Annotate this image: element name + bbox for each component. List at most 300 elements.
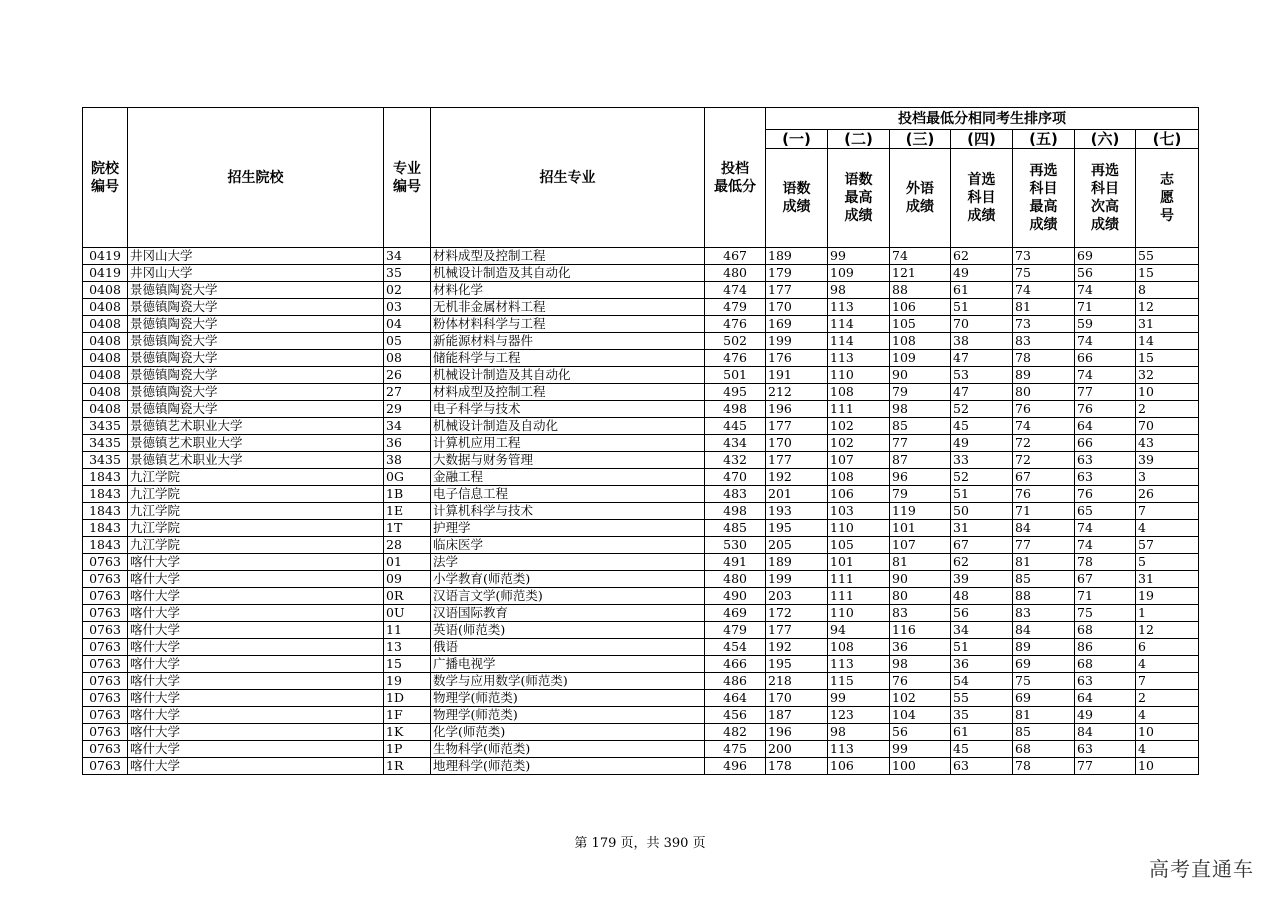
cell-tiebreak-2: 106 <box>828 486 890 503</box>
cell-tiebreak-7: 7 <box>1136 503 1199 520</box>
cell-min-score: 454 <box>705 639 766 656</box>
cell-school: 景德镇陶瓷大学 <box>128 401 384 418</box>
cell-tiebreak-4: 52 <box>951 469 1013 486</box>
table-body <box>83 248 1199 775</box>
cell-major: 物理学(师范类) <box>431 707 705 724</box>
cell-school-code: 0763 <box>83 758 128 775</box>
cell-major-code: 19 <box>384 673 431 690</box>
cell-tiebreak-3: 87 <box>890 452 951 469</box>
cell-tiebreak-6: 63 <box>1075 741 1136 758</box>
cell-school: 九江学院 <box>128 503 384 520</box>
table-row <box>83 401 1199 418</box>
cell-tiebreak-1: 189 <box>766 554 828 571</box>
cell-tiebreak-1: 195 <box>766 656 828 673</box>
header-tiebreak-num: (五) <box>1013 130 1075 149</box>
cell-tiebreak-4: 55 <box>951 690 1013 707</box>
cell-major-code: 36 <box>384 435 431 452</box>
cell-tiebreak-2: 110 <box>828 520 890 537</box>
cell-major: 储能科学与工程 <box>431 350 705 367</box>
cell-tiebreak-5: 74 <box>1013 418 1075 435</box>
cell-tiebreak-4: 51 <box>951 639 1013 656</box>
header-tiebreak-item: 外语 成绩 <box>890 149 951 248</box>
cell-tiebreak-7: 10 <box>1136 724 1199 741</box>
cell-tiebreak-4: 38 <box>951 333 1013 350</box>
header-major-code: 专业 编号 <box>384 108 431 248</box>
cell-tiebreak-3: 79 <box>890 486 951 503</box>
cell-tiebreak-5: 74 <box>1013 282 1075 299</box>
cell-major: 新能源材料与器件 <box>431 333 705 350</box>
cell-tiebreak-6: 74 <box>1075 520 1136 537</box>
cell-tiebreak-1: 212 <box>766 384 828 401</box>
cell-min-score: 456 <box>705 707 766 724</box>
cell-tiebreak-6: 78 <box>1075 554 1136 571</box>
table-row <box>83 724 1199 741</box>
cell-tiebreak-2: 111 <box>828 401 890 418</box>
cell-tiebreak-4: 61 <box>951 724 1013 741</box>
cell-school-code: 0408 <box>83 282 128 299</box>
cell-tiebreak-3: 100 <box>890 758 951 775</box>
header-tiebreak-num: (三) <box>890 130 951 149</box>
cell-tiebreak-7: 31 <box>1136 316 1199 333</box>
page-footer: 第 179 页，共 390 页 <box>574 836 706 851</box>
cell-tiebreak-7: 43 <box>1136 435 1199 452</box>
cell-school: 景德镇陶瓷大学 <box>128 299 384 316</box>
cell-min-score: 432 <box>705 452 766 469</box>
cell-tiebreak-6: 63 <box>1075 469 1136 486</box>
cell-tiebreak-4: 54 <box>951 673 1013 690</box>
cell-major: 电子科学与技术 <box>431 401 705 418</box>
cell-tiebreak-7: 12 <box>1136 299 1199 316</box>
cell-tiebreak-7: 4 <box>1136 741 1199 758</box>
cell-tiebreak-2: 99 <box>828 248 890 265</box>
cell-min-score: 434 <box>705 435 766 452</box>
cell-school-code: 3435 <box>83 452 128 469</box>
cell-major: 数学与应用数学(师范类) <box>431 673 705 690</box>
header-min-score: 投档 最低分 <box>705 108 766 248</box>
cell-tiebreak-4: 36 <box>951 656 1013 673</box>
cell-major: 临床医学 <box>431 537 705 554</box>
cell-school: 喀什大学 <box>128 656 384 673</box>
cell-tiebreak-5: 85 <box>1013 724 1075 741</box>
cell-tiebreak-6: 59 <box>1075 316 1136 333</box>
cell-school: 喀什大学 <box>128 554 384 571</box>
table-row <box>83 469 1199 486</box>
cell-major-code: 34 <box>384 418 431 435</box>
header-school-code: 院校 编号 <box>83 108 128 248</box>
cell-tiebreak-5: 67 <box>1013 469 1075 486</box>
cell-tiebreak-6: 77 <box>1075 758 1136 775</box>
cell-major-code: 1R <box>384 758 431 775</box>
header-tiebreak-item: 再选 科目 次高 成绩 <box>1075 149 1136 248</box>
cell-school: 九江学院 <box>128 537 384 554</box>
table-row <box>83 520 1199 537</box>
cell-major-code: 1F <box>384 707 431 724</box>
cell-min-score: 464 <box>705 690 766 707</box>
cell-school-code: 1843 <box>83 520 128 537</box>
table-row <box>83 554 1199 571</box>
cell-school-code: 3435 <box>83 435 128 452</box>
cell-major-code: 15 <box>384 656 431 673</box>
header-tiebreak-group: 投档最低分相同考生排序项 <box>766 108 1199 130</box>
table-row <box>83 639 1199 656</box>
cell-school-code: 0763 <box>83 605 128 622</box>
cell-tiebreak-2: 111 <box>828 588 890 605</box>
cell-school-code: 1843 <box>83 503 128 520</box>
cell-tiebreak-6: 67 <box>1075 571 1136 588</box>
cell-major: 计算机应用工程 <box>431 435 705 452</box>
table-row <box>83 622 1199 639</box>
table-row <box>83 418 1199 435</box>
cell-school-code: 0419 <box>83 265 128 282</box>
cell-tiebreak-7: 8 <box>1136 282 1199 299</box>
header-tiebreak-num: (七) <box>1136 130 1199 149</box>
table-row <box>83 690 1199 707</box>
cell-min-score: 476 <box>705 316 766 333</box>
cell-major-code: 1K <box>384 724 431 741</box>
cell-tiebreak-6: 71 <box>1075 299 1136 316</box>
table-row <box>83 350 1199 367</box>
cell-tiebreak-5: 69 <box>1013 656 1075 673</box>
cell-major-code: 28 <box>384 537 431 554</box>
header-tiebreak-num: (四) <box>951 130 1013 149</box>
cell-tiebreak-5: 81 <box>1013 554 1075 571</box>
cell-tiebreak-4: 56 <box>951 605 1013 622</box>
table-row <box>83 282 1199 299</box>
cell-tiebreak-4: 39 <box>951 571 1013 588</box>
table-row <box>83 265 1199 282</box>
cell-tiebreak-2: 114 <box>828 333 890 350</box>
header-school: 招生院校 <box>128 108 384 248</box>
cell-tiebreak-3: 79 <box>890 384 951 401</box>
cell-tiebreak-7: 15 <box>1136 265 1199 282</box>
cell-tiebreak-2: 105 <box>828 537 890 554</box>
cell-tiebreak-5: 88 <box>1013 588 1075 605</box>
header-tiebreak-item: 首选 科目 成绩 <box>951 149 1013 248</box>
cell-school-code: 0763 <box>83 639 128 656</box>
cell-tiebreak-7: 12 <box>1136 622 1199 639</box>
cell-school: 喀什大学 <box>128 741 384 758</box>
cell-tiebreak-1: 196 <box>766 401 828 418</box>
cell-school: 喀什大学 <box>128 622 384 639</box>
cell-tiebreak-2: 103 <box>828 503 890 520</box>
cell-major: 机械设计制造及自动化 <box>431 418 705 435</box>
cell-school-code: 0763 <box>83 690 128 707</box>
cell-major: 大数据与财务管理 <box>431 452 705 469</box>
cell-tiebreak-5: 83 <box>1013 605 1075 622</box>
table-row <box>83 588 1199 605</box>
cell-tiebreak-7: 31 <box>1136 571 1199 588</box>
cell-tiebreak-1: 177 <box>766 452 828 469</box>
cell-min-score: 470 <box>705 469 766 486</box>
cell-tiebreak-6: 77 <box>1075 384 1136 401</box>
cell-major-code: 1E <box>384 503 431 520</box>
cell-tiebreak-3: 109 <box>890 350 951 367</box>
cell-school: 喀什大学 <box>128 588 384 605</box>
cell-tiebreak-2: 110 <box>828 605 890 622</box>
cell-tiebreak-2: 94 <box>828 622 890 639</box>
cell-tiebreak-1: 199 <box>766 571 828 588</box>
cell-tiebreak-3: 74 <box>890 248 951 265</box>
cell-school: 喀什大学 <box>128 639 384 656</box>
cell-tiebreak-7: 4 <box>1136 520 1199 537</box>
cell-tiebreak-1: 177 <box>766 418 828 435</box>
cell-tiebreak-4: 47 <box>951 384 1013 401</box>
cell-tiebreak-4: 33 <box>951 452 1013 469</box>
cell-school-code: 0763 <box>83 707 128 724</box>
cell-school-code: 0763 <box>83 554 128 571</box>
cell-tiebreak-6: 76 <box>1075 486 1136 503</box>
cell-major: 护理学 <box>431 520 705 537</box>
cell-tiebreak-2: 107 <box>828 452 890 469</box>
cell-min-score: 480 <box>705 265 766 282</box>
cell-tiebreak-5: 71 <box>1013 503 1075 520</box>
cell-major: 地理科学(师范类) <box>431 758 705 775</box>
cell-tiebreak-3: 105 <box>890 316 951 333</box>
cell-tiebreak-7: 5 <box>1136 554 1199 571</box>
cell-tiebreak-2: 102 <box>828 435 890 452</box>
cell-tiebreak-3: 119 <box>890 503 951 520</box>
cell-tiebreak-2: 98 <box>828 282 890 299</box>
cell-tiebreak-6: 74 <box>1075 282 1136 299</box>
cell-tiebreak-6: 68 <box>1075 622 1136 639</box>
cell-tiebreak-6: 56 <box>1075 265 1136 282</box>
cell-tiebreak-3: 116 <box>890 622 951 639</box>
cell-tiebreak-4: 50 <box>951 503 1013 520</box>
cell-tiebreak-1: 170 <box>766 299 828 316</box>
cell-tiebreak-3: 85 <box>890 418 951 435</box>
cell-tiebreak-6: 63 <box>1075 673 1136 690</box>
cell-school: 九江学院 <box>128 486 384 503</box>
cell-min-score: 467 <box>705 248 766 265</box>
cell-major-code: 27 <box>384 384 431 401</box>
cell-tiebreak-2: 115 <box>828 673 890 690</box>
cell-tiebreak-5: 76 <box>1013 486 1075 503</box>
cell-tiebreak-6: 63 <box>1075 452 1136 469</box>
table-row <box>83 758 1199 775</box>
cell-tiebreak-3: 104 <box>890 707 951 724</box>
cell-tiebreak-7: 4 <box>1136 707 1199 724</box>
cell-tiebreak-7: 1 <box>1136 605 1199 622</box>
cell-school-code: 0408 <box>83 384 128 401</box>
cell-major-code: 0G <box>384 469 431 486</box>
cell-tiebreak-1: 172 <box>766 605 828 622</box>
cell-min-score: 480 <box>705 571 766 588</box>
cell-tiebreak-7: 2 <box>1136 690 1199 707</box>
table-row <box>83 486 1199 503</box>
admission-score-table <box>82 107 1199 775</box>
cell-tiebreak-5: 89 <box>1013 367 1075 384</box>
cell-tiebreak-6: 68 <box>1075 656 1136 673</box>
cell-school-code: 1843 <box>83 537 128 554</box>
cell-tiebreak-4: 63 <box>951 758 1013 775</box>
cell-major-code: 0U <box>384 605 431 622</box>
cell-tiebreak-3: 98 <box>890 656 951 673</box>
cell-school-code: 0408 <box>83 350 128 367</box>
table-row <box>83 503 1199 520</box>
cell-tiebreak-1: 189 <box>766 248 828 265</box>
cell-tiebreak-3: 77 <box>890 435 951 452</box>
cell-min-score: 475 <box>705 741 766 758</box>
cell-tiebreak-1: 199 <box>766 333 828 350</box>
cell-tiebreak-6: 75 <box>1075 605 1136 622</box>
cell-school: 九江学院 <box>128 520 384 537</box>
cell-school-code: 0763 <box>83 656 128 673</box>
cell-tiebreak-2: 102 <box>828 418 890 435</box>
cell-tiebreak-5: 80 <box>1013 384 1075 401</box>
cell-tiebreak-2: 111 <box>828 571 890 588</box>
cell-min-score: 445 <box>705 418 766 435</box>
cell-school: 喀什大学 <box>128 758 384 775</box>
cell-tiebreak-4: 45 <box>951 418 1013 435</box>
table-row <box>83 537 1199 554</box>
cell-tiebreak-2: 110 <box>828 367 890 384</box>
header-tiebreak-num: (一) <box>766 130 828 149</box>
cell-tiebreak-6: 76 <box>1075 401 1136 418</box>
cell-major: 电子信息工程 <box>431 486 705 503</box>
cell-tiebreak-5: 73 <box>1013 316 1075 333</box>
cell-tiebreak-1: 192 <box>766 639 828 656</box>
cell-tiebreak-3: 90 <box>890 367 951 384</box>
cell-tiebreak-3: 90 <box>890 571 951 588</box>
cell-tiebreak-3: 88 <box>890 282 951 299</box>
cell-tiebreak-1: 187 <box>766 707 828 724</box>
cell-tiebreak-2: 114 <box>828 316 890 333</box>
cell-tiebreak-7: 2 <box>1136 401 1199 418</box>
cell-major: 材料成型及控制工程 <box>431 384 705 401</box>
cell-major-code: 0R <box>384 588 431 605</box>
cell-tiebreak-7: 32 <box>1136 367 1199 384</box>
cell-tiebreak-7: 10 <box>1136 758 1199 775</box>
cell-major: 化学(师范类) <box>431 724 705 741</box>
cell-tiebreak-4: 47 <box>951 350 1013 367</box>
cell-tiebreak-4: 49 <box>951 265 1013 282</box>
cell-school: 喀什大学 <box>128 724 384 741</box>
watermark: 高考直通车 <box>1149 857 1254 881</box>
cell-tiebreak-5: 69 <box>1013 690 1075 707</box>
cell-tiebreak-2: 108 <box>828 384 890 401</box>
cell-tiebreak-5: 77 <box>1013 537 1075 554</box>
cell-tiebreak-2: 123 <box>828 707 890 724</box>
cell-tiebreak-1: 218 <box>766 673 828 690</box>
cell-school: 景德镇陶瓷大学 <box>128 367 384 384</box>
cell-school: 井冈山大学 <box>128 248 384 265</box>
cell-tiebreak-1: 176 <box>766 350 828 367</box>
cell-min-score: 501 <box>705 367 766 384</box>
cell-min-score: 483 <box>705 486 766 503</box>
cell-school-code: 0763 <box>83 724 128 741</box>
cell-tiebreak-6: 64 <box>1075 418 1136 435</box>
cell-major: 机械设计制造及其自动化 <box>431 265 705 282</box>
cell-min-score: 490 <box>705 588 766 605</box>
cell-tiebreak-2: 113 <box>828 350 890 367</box>
cell-major: 无机非金属材料工程 <box>431 299 705 316</box>
cell-school: 景德镇陶瓷大学 <box>128 384 384 401</box>
cell-min-score: 491 <box>705 554 766 571</box>
table-row <box>83 571 1199 588</box>
cell-major-code: 29 <box>384 401 431 418</box>
cell-school: 喀什大学 <box>128 690 384 707</box>
cell-tiebreak-2: 113 <box>828 656 890 673</box>
header-tiebreak-item: 再选 科目 最高 成绩 <box>1013 149 1075 248</box>
cell-tiebreak-7: 55 <box>1136 248 1199 265</box>
header-tiebreak-item: 语数 成绩 <box>766 149 828 248</box>
cell-tiebreak-3: 36 <box>890 639 951 656</box>
cell-tiebreak-3: 102 <box>890 690 951 707</box>
header-tiebreak-item: 志 愿 号 <box>1136 149 1199 248</box>
cell-tiebreak-4: 62 <box>951 248 1013 265</box>
cell-tiebreak-6: 84 <box>1075 724 1136 741</box>
cell-major: 材料化学 <box>431 282 705 299</box>
cell-major: 材料成型及控制工程 <box>431 248 705 265</box>
cell-tiebreak-3: 99 <box>890 741 951 758</box>
cell-major-code: 1P <box>384 741 431 758</box>
cell-major-code: 02 <box>384 282 431 299</box>
cell-tiebreak-5: 72 <box>1013 452 1075 469</box>
cell-tiebreak-2: 101 <box>828 554 890 571</box>
cell-tiebreak-4: 49 <box>951 435 1013 452</box>
cell-tiebreak-6: 64 <box>1075 690 1136 707</box>
cell-major: 广播电视学 <box>431 656 705 673</box>
cell-tiebreak-5: 78 <box>1013 350 1075 367</box>
table-row <box>83 605 1199 622</box>
cell-tiebreak-2: 109 <box>828 265 890 282</box>
cell-tiebreak-5: 85 <box>1013 571 1075 588</box>
cell-tiebreak-7: 19 <box>1136 588 1199 605</box>
cell-major: 汉语国际教育 <box>431 605 705 622</box>
cell-tiebreak-7: 6 <box>1136 639 1199 656</box>
cell-major-code: 1D <box>384 690 431 707</box>
cell-tiebreak-7: 57 <box>1136 537 1199 554</box>
cell-major: 计算机科学与技术 <box>431 503 705 520</box>
cell-major-code: 38 <box>384 452 431 469</box>
cell-tiebreak-3: 108 <box>890 333 951 350</box>
cell-tiebreak-3: 107 <box>890 537 951 554</box>
cell-min-score: 482 <box>705 724 766 741</box>
cell-min-score: 496 <box>705 758 766 775</box>
cell-tiebreak-1: 177 <box>766 282 828 299</box>
cell-min-score: 476 <box>705 350 766 367</box>
cell-tiebreak-3: 76 <box>890 673 951 690</box>
cell-major-code: 05 <box>384 333 431 350</box>
cell-tiebreak-2: 99 <box>828 690 890 707</box>
cell-school-code: 0408 <box>83 401 128 418</box>
cell-school: 景德镇陶瓷大学 <box>128 316 384 333</box>
cell-tiebreak-1: 170 <box>766 435 828 452</box>
cell-school-code: 0408 <box>83 333 128 350</box>
table-row <box>83 367 1199 384</box>
cell-major: 俄语 <box>431 639 705 656</box>
cell-tiebreak-6: 65 <box>1075 503 1136 520</box>
cell-tiebreak-7: 70 <box>1136 418 1199 435</box>
table-row <box>83 316 1199 333</box>
cell-tiebreak-1: 203 <box>766 588 828 605</box>
cell-tiebreak-1: 201 <box>766 486 828 503</box>
cell-tiebreak-1: 195 <box>766 520 828 537</box>
cell-school-code: 0763 <box>83 571 128 588</box>
cell-major: 物理学(师范类) <box>431 690 705 707</box>
cell-min-score: 479 <box>705 299 766 316</box>
cell-tiebreak-1: 193 <box>766 503 828 520</box>
cell-school-code: 0763 <box>83 741 128 758</box>
cell-tiebreak-1: 169 <box>766 316 828 333</box>
cell-tiebreak-6: 49 <box>1075 707 1136 724</box>
cell-tiebreak-2: 98 <box>828 724 890 741</box>
header-tiebreak-num: (六) <box>1075 130 1136 149</box>
cell-tiebreak-6: 69 <box>1075 248 1136 265</box>
cell-tiebreak-4: 61 <box>951 282 1013 299</box>
cell-tiebreak-4: 31 <box>951 520 1013 537</box>
cell-school-code: 3435 <box>83 418 128 435</box>
